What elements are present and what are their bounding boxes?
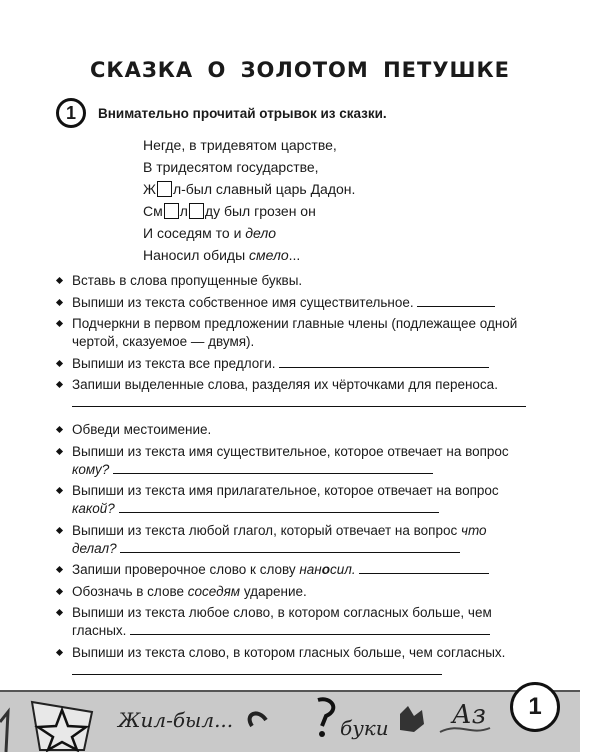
task-text: Выпиши из текста все предлоги.: [72, 355, 276, 371]
task-item: [56, 604, 526, 640]
highlighted-word: смело: [249, 247, 289, 263]
task-list: [56, 272, 526, 683]
answer-line[interactable]: [72, 662, 442, 675]
footer-word: Аз: [452, 700, 486, 730]
task-text: ударение.: [240, 583, 307, 599]
answer-line[interactable]: [279, 355, 489, 368]
question-word: что делал?: [72, 522, 487, 556]
poem-line-1: Негде, в тридевятом царстве,: [143, 137, 337, 153]
poem-text: См: [143, 203, 163, 219]
answer-line[interactable]: [120, 540, 460, 553]
answer-line[interactable]: [130, 622, 490, 635]
task-text: Выпиши из текста любое слово, в котором согласных больше, чем гласных.: [72, 605, 492, 638]
task-instruction: Внимательно прочитай отрывок из сказки.: [98, 106, 387, 121]
task-item: [56, 443, 526, 479]
doodle-swirl: [250, 713, 266, 726]
task-text: Выпиши из текста собственное имя существительное.: [72, 294, 414, 310]
ink-blot-icon: [400, 706, 424, 732]
task-text: Запиши выделенные слова, разделяя их чёрточками для переноса.: [72, 377, 498, 392]
task-text: Выпиши из текста слово, в котором гласных больше, чем согласных.: [72, 644, 506, 660]
poem-text: И соседям то и: [143, 225, 246, 241]
task-item: [56, 355, 526, 373]
task-text: Обведи местоимение.: [72, 422, 212, 437]
footer-word: буки: [340, 716, 389, 740]
poem-line-3: [143, 178, 355, 200]
poem-line-4: [143, 200, 355, 222]
task-item: [56, 294, 526, 312]
target-word-part: нан: [299, 562, 322, 577]
poem-excerpt: [143, 134, 355, 266]
footer-doodles: [0, 692, 580, 752]
poem-line-5: [143, 222, 355, 244]
poem-line-2: В тридесятом государстве,: [143, 159, 319, 175]
poem-line-6: [143, 244, 355, 266]
task-item: [56, 272, 526, 290]
answer-line[interactable]: [359, 561, 489, 574]
page-title: СКАЗКА О ЗОЛОТОМ ПЕТУШКЕ: [90, 58, 510, 82]
task-item: [56, 482, 526, 518]
task-item: [56, 561, 526, 579]
task-item: [56, 421, 526, 439]
highlighted-word: дело: [245, 225, 277, 241]
task-text: Обозначь в слове: [72, 583, 188, 599]
question-word: кому?: [72, 461, 110, 477]
doodle-arrow: [0, 712, 8, 752]
poem-text: ду был грозен он: [204, 203, 316, 219]
target-word: [299, 562, 355, 577]
target-word-part: сил.: [329, 562, 356, 577]
poem-text: ...: [288, 247, 301, 263]
task-text: Подчеркни в первом предложении главные члены (подлежащее одной чертой, сказуемое — двумя).: [72, 316, 518, 349]
task-item: [56, 376, 526, 407]
task-text: Выпиши из текста имя прилагательное, которое отвечает на вопрос: [72, 483, 499, 498]
question-word: какой?: [72, 501, 115, 516]
task-item: [56, 644, 526, 680]
footer-word: Жил-был...: [118, 708, 234, 732]
answer-line[interactable]: [417, 294, 495, 307]
task-text: Выпиши из текста любой глагол, который отвечает на вопрос: [72, 522, 461, 538]
answer-line[interactable]: [72, 394, 526, 407]
letter-gap-box[interactable]: [164, 203, 179, 219]
poem-text: л-был славный царь Дадон.: [172, 181, 356, 197]
letter-gap-box[interactable]: [157, 181, 172, 197]
task-item: [56, 522, 526, 558]
question-mark-icon: [318, 699, 333, 726]
footer-decoration-band: [0, 690, 580, 752]
task-number-badge: 1: [56, 98, 86, 128]
poem-text: Ж: [143, 181, 156, 197]
answer-line[interactable]: [119, 500, 439, 513]
letter-gap-box[interactable]: [189, 203, 204, 219]
poem-text: л: [179, 203, 188, 219]
answer-line[interactable]: [113, 461, 433, 474]
task-text: Запиши проверочное слово к слову: [72, 562, 300, 577]
target-word: соседям: [187, 583, 241, 599]
task-text: Вставь в слова пропущенные буквы.: [72, 273, 303, 288]
question-mark-dot: [319, 731, 325, 737]
page-number: 1: [510, 682, 560, 732]
target-word-bold-letter: о: [321, 562, 330, 577]
poem-text: Наносил обиды: [143, 247, 250, 263]
task-item: [56, 315, 526, 351]
task-text: Выпиши из текста имя существительное, которое отвечает на вопрос: [72, 443, 509, 459]
task-item: [56, 583, 526, 601]
